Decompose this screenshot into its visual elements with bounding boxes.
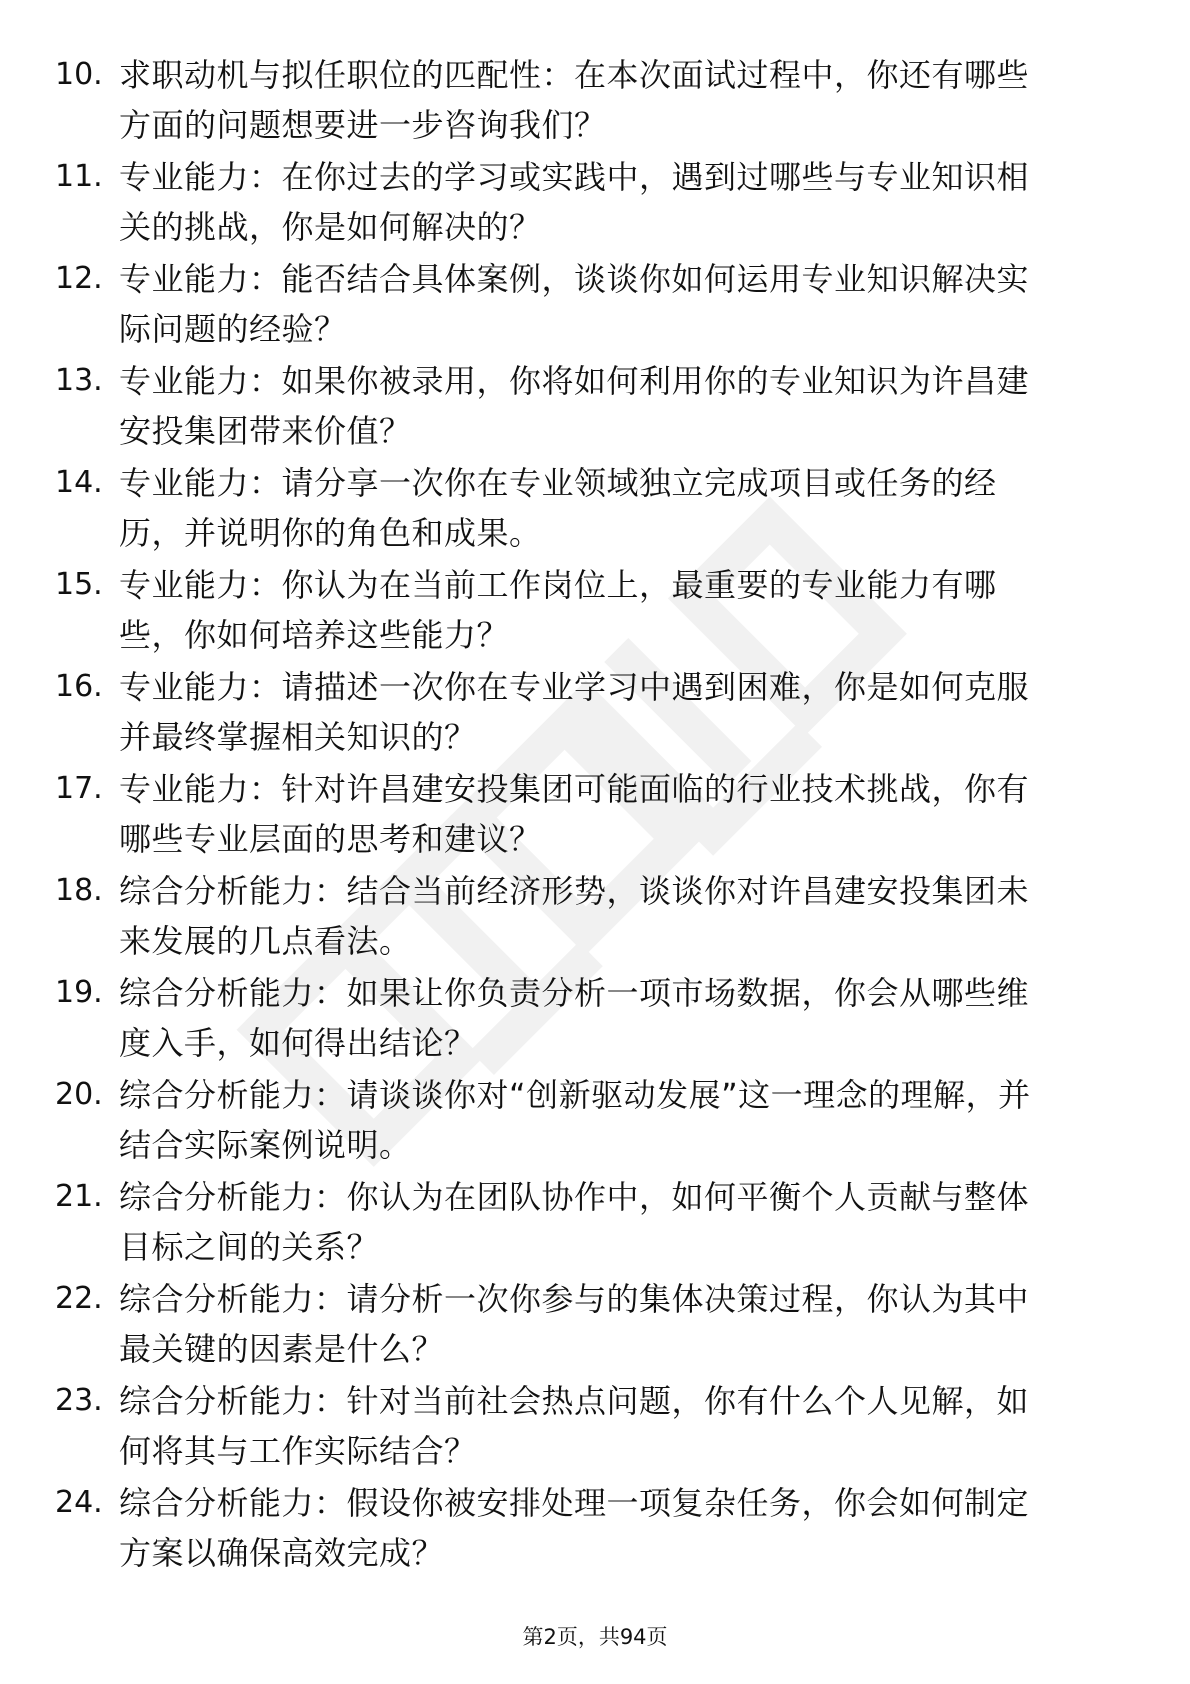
question-text: 综合分析能力：假设你被安排处理一项复杂任务，你会如何制定方案以确保高效完成？ [119,1484,1030,1572]
question-text: 专业能力：如果你被录用，你将如何利用你的专业知识为许昌建安投集团带来价值？ [119,362,1030,450]
question-text: 综合分析能力：请谈谈你对“创新驱动发展”这一理念的理解，并结合实际案例说明。 [119,1076,1031,1164]
question-number: 24. [55,1485,103,1520]
question-item [55,1070,1135,1172]
question-number: 19. [55,975,103,1010]
page-footer [0,1622,1190,1652]
question-item [55,662,1135,764]
question-text: 专业能力：能否结合具体案例，谈谈你如何运用专业知识解决实际问题的经验？ [119,260,1030,348]
question-text: 综合分析能力：结合当前经济形势，谈谈你对许昌建安投集团未来发展的几点看法。 [119,872,1030,960]
question-text: 专业能力：在你过去的学习或实践中，遇到过哪些与专业知识相关的挑战，你是如何解决的？ [119,158,1030,246]
question-item [55,866,1135,968]
question-text: 综合分析能力：如果让你负责分析一项市场数据，你会从哪些维度入手，如何得出结论？ [119,974,1030,1062]
question-item [55,1376,1135,1478]
page-number-label: 第2页，共94页 [522,1625,668,1649]
question-item [55,50,1135,152]
question-item [55,1478,1135,1580]
question-list [55,50,1135,1580]
question-text: 综合分析能力：你认为在团队协作中，如何平衡个人贡献与整体目标之间的关系？ [119,1178,1030,1266]
question-number: 15. [55,567,103,602]
question-text: 专业能力：针对许昌建安投集团可能面临的行业技术挑战，你有哪些专业层面的思考和建议？ [119,770,1030,858]
question-item [55,1172,1135,1274]
question-number: 12. [55,261,103,296]
question-number: 22. [55,1281,103,1316]
question-number: 14. [55,465,103,500]
question-number: 16. [55,669,103,704]
question-text: 综合分析能力：请分析一次你参与的集体决策过程，你认为其中最关键的因素是什么？ [119,1280,1030,1368]
question-number: 17. [55,771,103,806]
question-number: 11. [55,159,103,194]
question-item [55,356,1135,458]
question-item [55,152,1135,254]
question-item [55,560,1135,662]
question-text: 综合分析能力：针对当前社会热点问题，你有什么个人见解，如何将其与工作实际结合？ [119,1382,1030,1470]
question-number: 21. [55,1179,103,1214]
question-number: 13. [55,363,103,398]
question-item [55,1274,1135,1376]
question-text: 专业能力：请描述一次你在专业学习中遇到困难，你是如何克服并最终掌握相关知识的？ [119,668,1030,756]
question-number: 23. [55,1383,103,1418]
question-text: 专业能力：你认为在当前工作岗位上，最重要的专业能力有哪些，你如何培养这些能力？ [119,566,997,654]
question-number: 18. [55,873,103,908]
question-text: 专业能力：请分享一次你在专业领域独立完成项目或任务的经历，并说明你的角色和成果。 [119,464,997,552]
question-item [55,968,1135,1070]
question-text: 求职动机与拟任职位的匹配性：在本次面试过程中，你还有哪些方面的问题想要进一步咨询我们？ [119,56,1030,144]
question-item [55,254,1135,356]
question-number: 10. [55,57,103,92]
question-number: 20. [55,1077,103,1112]
question-item [55,764,1135,866]
question-item [55,458,1135,560]
